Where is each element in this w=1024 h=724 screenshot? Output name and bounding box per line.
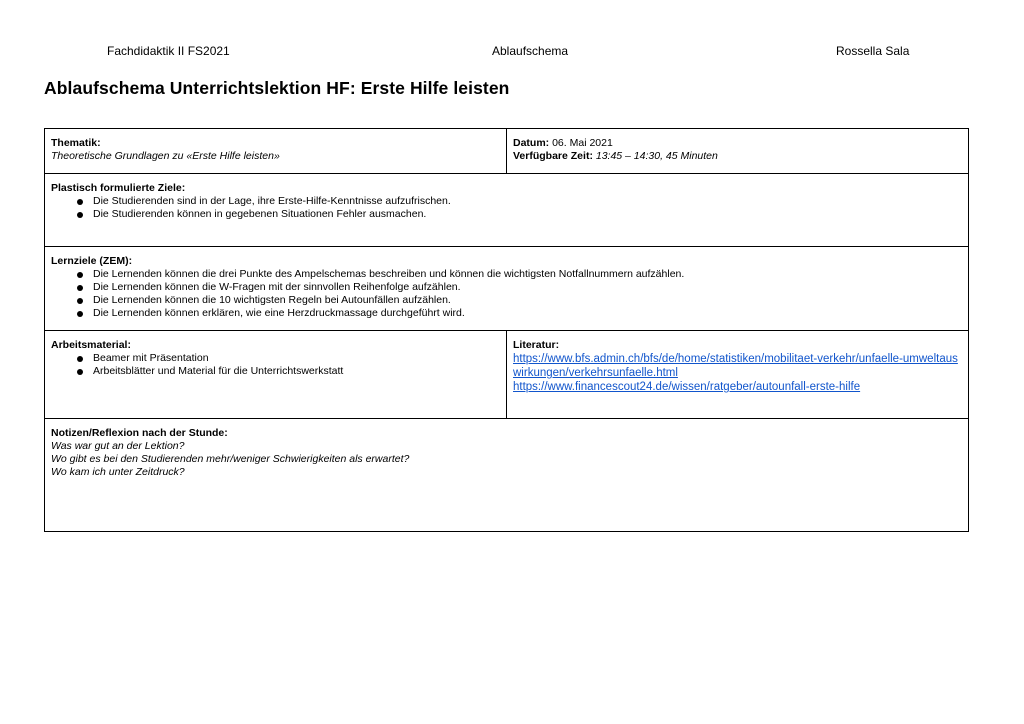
table-row bbox=[45, 174, 969, 247]
lernziele-label: Lernziele (ZEM): bbox=[51, 255, 133, 267]
table-row bbox=[45, 419, 969, 532]
arbeitsmaterial-list bbox=[51, 352, 500, 378]
table-row bbox=[45, 331, 969, 419]
table-row bbox=[45, 129, 969, 174]
arbeitsmaterial-cell bbox=[45, 331, 507, 419]
thematik-cell bbox=[45, 129, 507, 174]
datum-label: Datum: bbox=[513, 137, 550, 149]
page-title: Ablaufschema Unterrichtslektion HF: Erste Hilfe leisten bbox=[44, 78, 510, 98]
list-item: Die Lernenden können die 10 wichtigsten Regeln bei Autounfällen aufzählen. bbox=[77, 294, 962, 307]
zeit-label: Verfügbare Zeit: bbox=[513, 150, 593, 162]
header-author: Rossella Sala bbox=[836, 44, 910, 58]
lesson-plan-table bbox=[44, 128, 969, 532]
ziele-list bbox=[51, 195, 962, 221]
notizen-cell bbox=[45, 419, 969, 532]
notizen-line: Wo gibt es bei den Studierenden mehr/weniger Schwierigkeiten als erwartet? bbox=[51, 453, 410, 465]
notizen-label: Notizen/Reflexion nach der Stunde: bbox=[51, 427, 228, 439]
list-item: Die Lernenden können erklären, wie eine Herzdruckmassage durchgeführt wird. bbox=[77, 307, 962, 320]
thematik-value: Theoretische Grundlagen zu «Erste Hilfe leisten» bbox=[51, 150, 280, 162]
notizen-line: Was war gut an der Lektion? bbox=[51, 440, 185, 452]
datum-value: 06. Mai 2021 bbox=[549, 137, 613, 149]
ziele-label: Plastisch formulierte Ziele: bbox=[51, 182, 186, 194]
ziele-cell bbox=[45, 174, 969, 247]
zeit-value: 13:45 – 14:30, 45 Minuten bbox=[592, 150, 718, 162]
datum-cell bbox=[507, 129, 969, 174]
literatur-cell bbox=[507, 331, 969, 419]
list-item: Die Lernenden können die drei Punkte des Ampelschemas beschreiben und können die wichtigsten Notfallnummern aufzählen. bbox=[77, 268, 962, 281]
lernziele-list bbox=[51, 268, 962, 320]
list-item: Arbeitsblätter und Material für die Unterrichtswerkstatt bbox=[77, 365, 500, 378]
literatur-label: Literatur: bbox=[513, 339, 560, 351]
literatur-link-financescout[interactable]: https://www.financescout24.de/wissen/ratgeber/autounfall-erste-hilfe bbox=[513, 381, 861, 393]
list-item: Die Studierenden können in gegebenen Situationen Fehler ausmachen. bbox=[77, 208, 962, 221]
literatur-link-bfs[interactable]: https://www.bfs.admin.ch/bfs/de/home/statistiken/mobilitaet-verkehr/unfaelle-umweltauswirkungen/verkehrsunfaelle.html bbox=[513, 353, 958, 379]
list-item: Die Lernenden können die W-Fragen mit der sinnvollen Reihenfolge aufzählen. bbox=[77, 281, 962, 294]
thematik-label: Thematik: bbox=[51, 137, 101, 149]
header-doc-type: Ablaufschema bbox=[492, 44, 569, 58]
table-row bbox=[45, 247, 969, 331]
list-item: Beamer mit Präsentation bbox=[77, 352, 500, 365]
arbeitsmaterial-label: Arbeitsmaterial: bbox=[51, 339, 131, 351]
lernziele-cell bbox=[45, 247, 969, 331]
notizen-line: Wo kam ich unter Zeitdruck? bbox=[51, 466, 185, 478]
header-course: Fachdidaktik II FS2021 bbox=[107, 44, 230, 58]
list-item: Die Studierenden sind in der Lage, ihre Erste-Hilfe-Kenntnisse aufzufrischen. bbox=[77, 195, 962, 208]
